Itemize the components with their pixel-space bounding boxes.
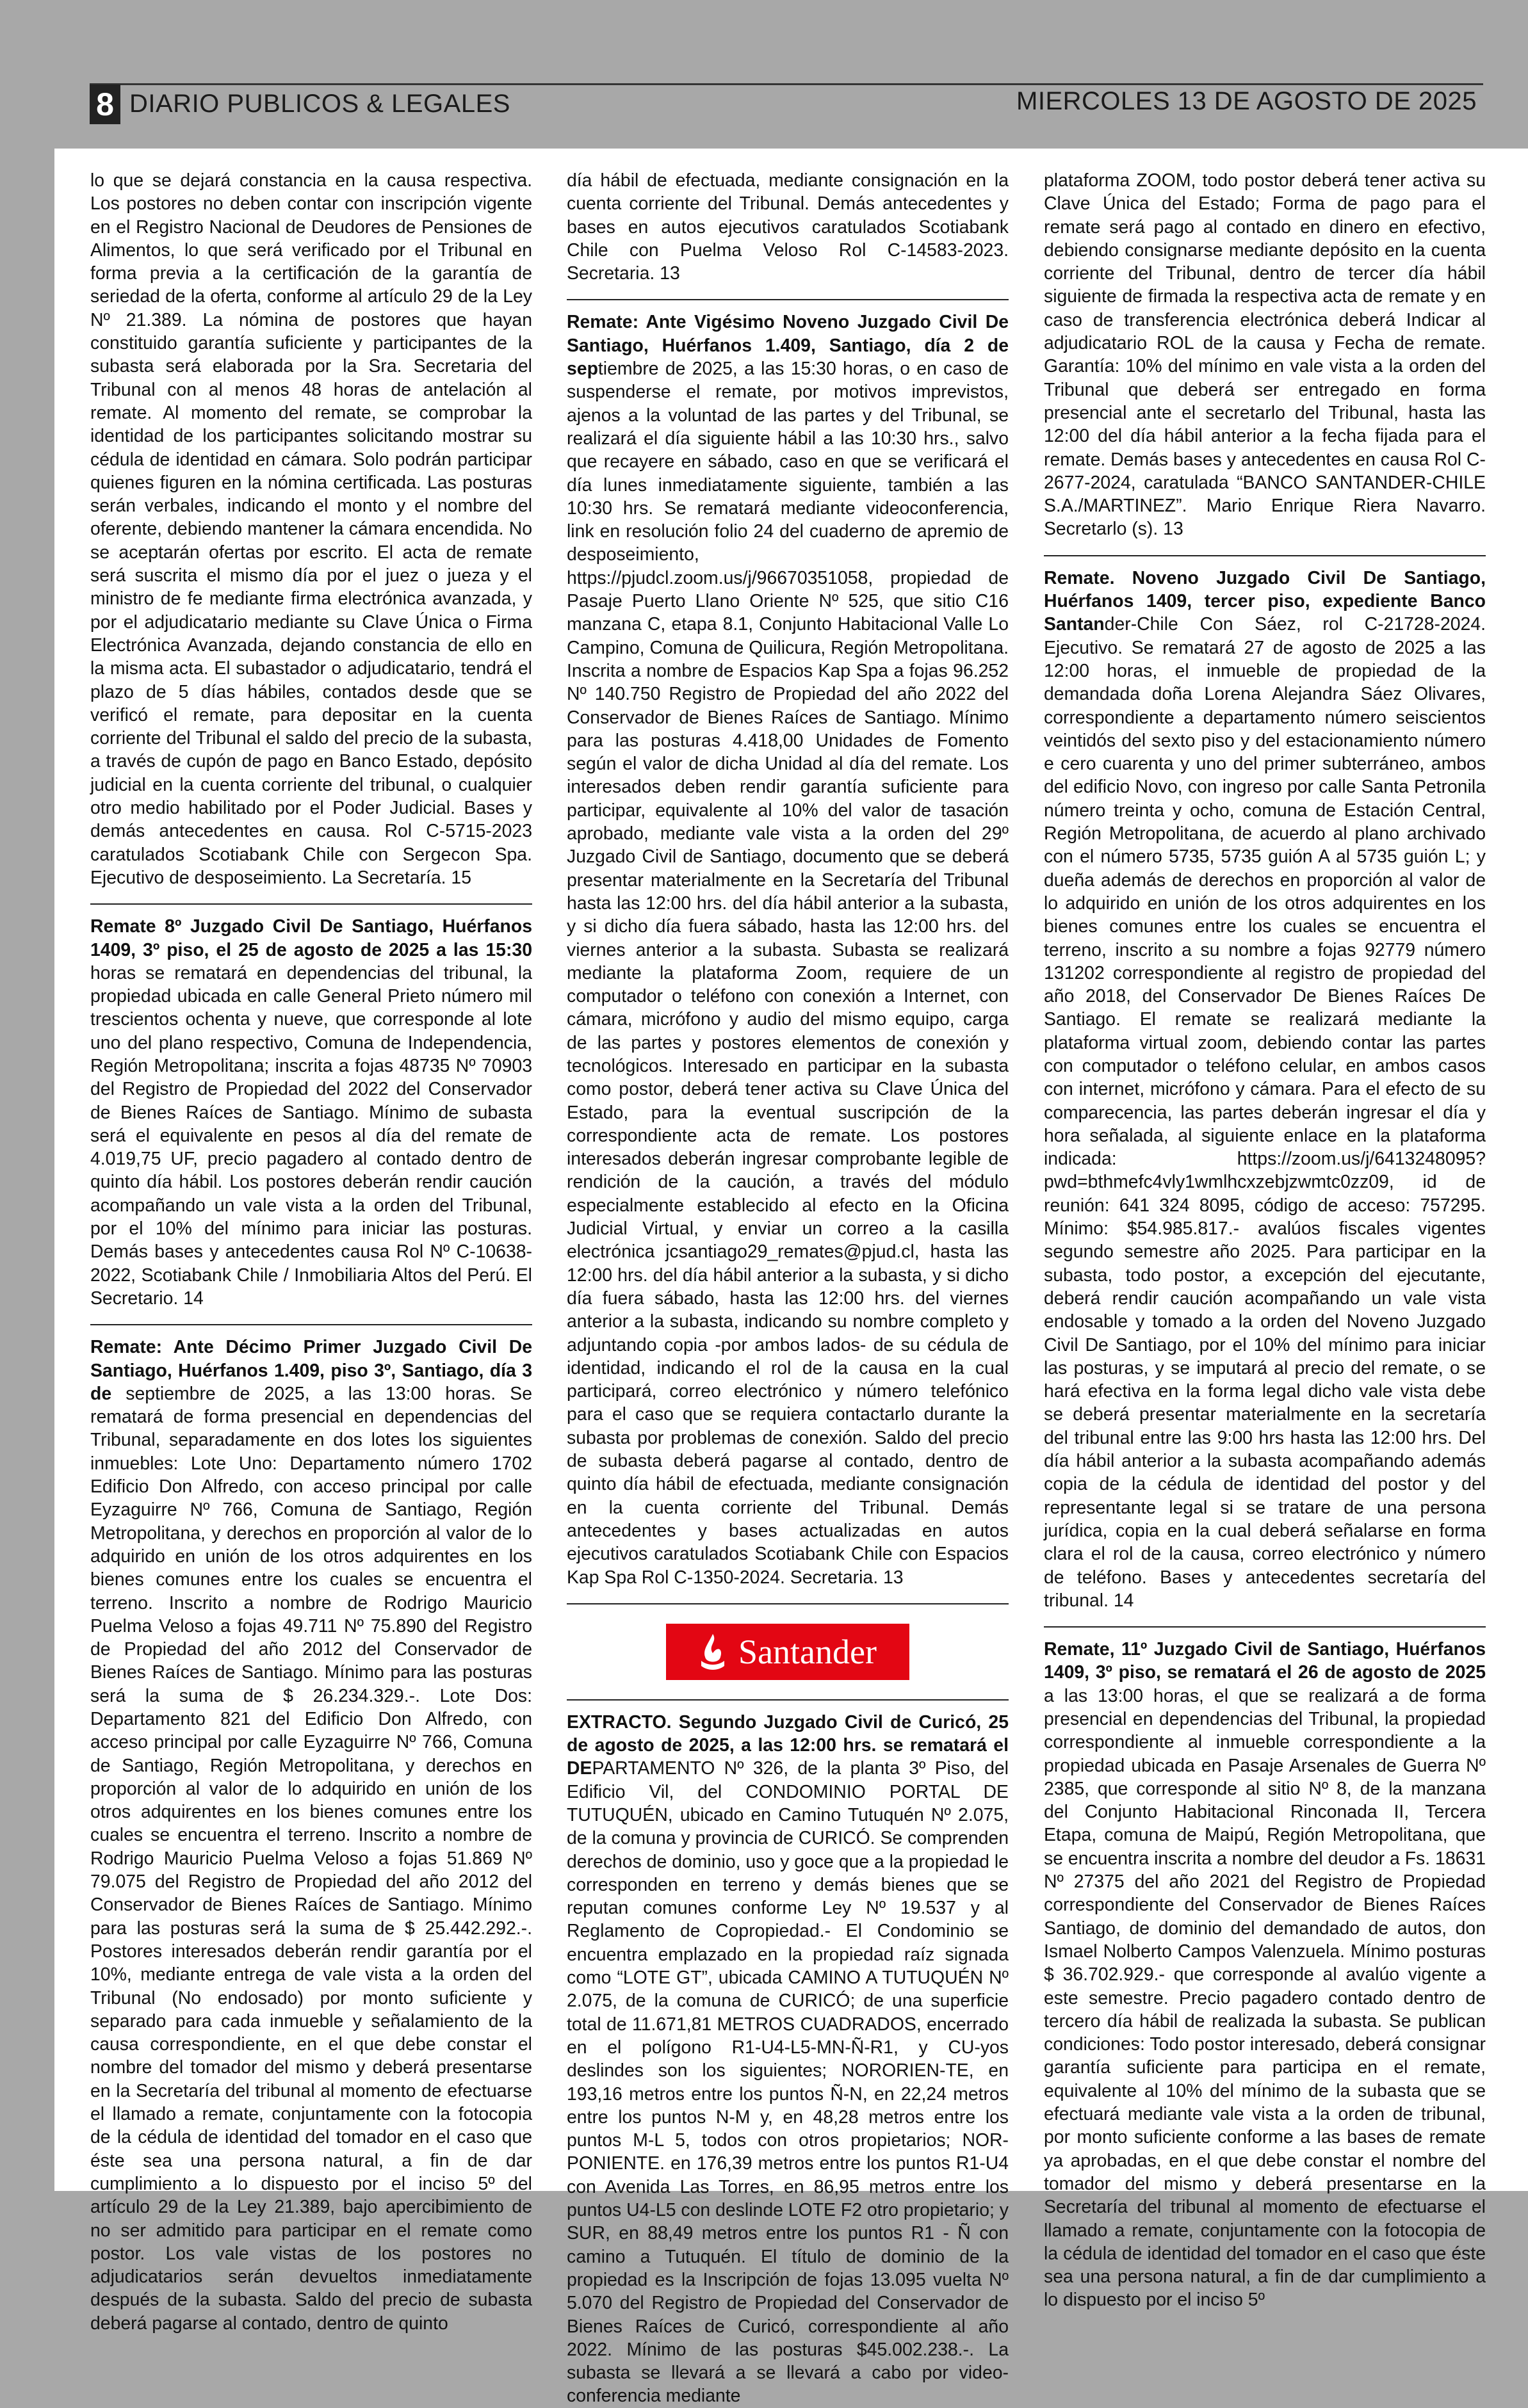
notice-body: tiembre de 2025, a las 15:30 horas, o en caso de suspenderse el remate, por motivos imprevistos, ajenos a la voluntad de las partes y del Tribunal, se realizará el día siguiente hábil a las 10:30 hrs., salvo que recayere en sábado, caso en que se verificará el día lunes inmediatamente siguiente, también a las 10:30 hrs. Se rematará mediante videoconferencia, link en resolución folio 24 del cuaderno de apremio de desposeimiento, https://pjudcl.zoom.us/j/96670351058, propiedad de Pasaje Puerto Llano Oriente Nº 525, que sitio C16 manzana C, etapa 8.1, Conjunto Habitacional Valle Lo Campino, Comuna de Quilicura, Región Metropolitana. Inscrita a nombre de Espacios Kap Spa a fojas 96.252 Nº 140.750 Registro de Propiedad del año 2022 del Conservador de Bienes Raíces de Santiago. Mínimo para las posturas 4.418,00 Unidades de Fomento según el valor de dicha Unidad al día del remate. Los interesados deben rendir garantía suficiente para participar, equivalente al 10% del valor de tasación aprobado, mediante vale vista a la orden del 29º Juzgado Civil de Santiago, documento que se deberá presentar materialmente en la Secretaría del Tribunal hasta las 12:00 hrs. del día hábil anterior a la subasta, y si dicho día fuera sábado, hasta las 12:00 hrs. del viernes anterior a la subasta. Subasta se realizará mediante la plataforma Zoom, requiere de un computador o teléfono con conexión a Internet, con cámara, micrófono y audio del mismo equipo, carga de las partes y postores elementos de conexión y tecnológicos. Interesado en participar en la subasta como postor, deberá tener activa su Clave Única del Estado, para la eventual suscripción de la correspondiente acta de remate. Los postores interesados deberán ingresar comprobante legible de rendición de la caución, a través del módulo especialmente establecido al efecto en la Oficina Judicial Virtual, y enviar un correo a la casilla electrónica jcsantiago29_remates@pjud.cl, hasta las 12:00 hrs. del día hábil anterior a la subasta, y si dicho día fuera sábado, hasta las 12:00 hrs. del viernes anterior a la subasta, indicando su nombre completo y adjuntando copia -por ambos lados- de su cédula de identidad, indicando el rol de la causa en la cual participará, correo electrónico y número telefónico para el caso que se requiera contactarlo durante la subasta por problemas de conexión. Saldo del precio de subasta deberá pagarse al contado, dentro de quinto día hábil de efectuada, mediante consignación en la cuenta corriente del Tribunal. Demás antecedentes y bases actualizadas en autos ejecutivos caratulados Scotiabank Chile con Espacios Kap Spa Rol C-1350-2024. Secretaria. 13	[567, 359, 1009, 1588]
notice-body: día hábil de efectuada, mediante consignación en la cuenta corriente del Tribunal. Demás antecedentes y bases en autos ejecutivos caratulados Scotiabank Chile con Puelma Veloso Rol C-14583-2023. Secretaria. 13	[567, 170, 1009, 284]
notice-separator	[90, 1324, 532, 1325]
publication-name: DIARIO PUBLICOS & LEGALES	[129, 90, 510, 118]
notice	[90, 1336, 532, 2335]
notice-body: septiembre de 2025, a las 13:00 horas. Se rematará de forma presencial en dependencias del Tribunal, separadamente en dos lotes los siguientes inmuebles: Lote Uno: Departamento número 1702 Edificio Don Alfredo, con acceso principal por calle Eyzaguirre Nº 766, Comuna de Santiago, Región Metropolitana, y derechos en proporción al valor de lo adquirido en unión de los otros adquirentes en los bienes comunes entre los cuales se encuentra el terreno. Inscrito a nombre de Rodrigo Mauricio Puelma Veloso a fojas 49.711 Nº 75.890 del Registro de Propiedad del año 2012 del Conservador de Bienes Raíces de Santiago. Mínimo para las posturas será la suma de $ 26.234.329.-. Lote Dos: Departamento 821 del Edificio Don Alfredo, con acceso principal por calle Eyzaguirre Nº 766, Comuna de Santiago, Región Metropolitana, y derechos en proporción al valor de lo adquirido en unión de los otros adquirentes en los bienes comunes entre los cuales se encuentra el terreno. Inscrito a nombre de Rodrigo Mauricio Puelma Veloso a fojas 51.869 Nº 79.075 del Registro de Propiedad del año 2012 del Conservador de Bienes Raíces de Santiago. Mínimo para las posturas será la suma de $ 25.442.292.-. Postores interesados deberán rendir garantía por el 10%, mediante entrega de vale vista a la orden del Tribunal (No endosado) por monto suficiente y separado para cada inmueble y señalamiento de la causa correspondiente, en el que debe constar el nombre del tomador del mismo y deberá presentarse en la Secretaría del tribunal al momento de efectuarse el llamado a remate, conjuntamente con la fotocopia de la cédula de identidad del tomador en el caso que éste sea una persona natural, a fin de dar cumplimiento a lo dispuesto por el inciso 5º del artículo 29 de la Ley 21.389, bajo apercibimiento de no ser admitido para participar en el remate como postor. Los vale vistas de los postores no adjudicatarios serán devueltos inmediatamente después de la subasta. Saldo del precio de subasta deberá pagarse al contado, dentro de quinto	[90, 1383, 532, 2334]
notice	[1044, 567, 1486, 1612]
notice-separator	[1044, 555, 1486, 556]
column-1	[90, 169, 532, 2335]
notice	[90, 915, 532, 1310]
notice-heading: Remate 8º Juzgado Civil De Santiago, Huérfanos 1409, 3º piso, el 25 de agosto de 2025 a las 15:30	[90, 916, 532, 960]
notice	[567, 1711, 1009, 2408]
notice-separator	[90, 903, 532, 905]
notice-separator	[567, 1603, 1009, 1604]
publication-date: MIERCOLES 13 DE AGOSTO DE 2025	[1016, 87, 1477, 115]
notice-body: PARTAMENTO Nº 326, de la planta 3º Piso, del Edificio Vil, del CONDOMINIO PORTAL DE TUTUQUÉN, ubicado en Camino Tutuquén Nº 2.075, de la comuna y provincia de CURICÓ. Se comprenden derechos de dominio, uso y goce que a la propiedad le corresponden en terreno y demás bienes que se reputan comunes conforme Ley Nº 19.537 y al Reglamento de Copropiedad.- El Condominio se encuentra emplazado en la propiedad raíz signada como “LOTE GT”, ubicada CAMINO A TUTUQUÉN Nº 2.075, de la comuna de CURICÓ; de una superficie total de 11.671,81 METROS CUADRADOS, encerrado en el polígono R1-U4-L5-MN-Ñ-R1, y CU-yos deslindes son los siguientes; NORORIEN-TE, en 193,16 metros entre los puntos Ñ-N, en 22,24 metros entre los puntos N-M y, en 48,28 metros entre los puntos M-L 5, todos con otros propietarios; NOR-PONIENTE. en 176,39 metros entre los puntos R1-U4 con Avenida Las Torres, en 86,95 metros entre los puntos U4-L5 con deslinde LOTE F2 otro propietario; y SUR, en 88,49 metros entre los puntos R1 - Ñ con camino a Tutuquén. El título de dominio de la propiedad es la Inscripción de fojas 13.095 vuelta Nº 5.070 del Registro de Propiedad del Conservador de Bienes Raíces de Curicó, correspondiente al año 2022. Mínimo de las posturas $45.002.238.-. La subasta se llevará a se llevará a cabo por video-conferencia mediante	[567, 1758, 1009, 2407]
notice-separator	[567, 1699, 1009, 1701]
notice-separator	[567, 299, 1009, 300]
notice-heading: Remate: Ante Décimo Primer Juzgado Civil De Santiago, Huérfanos 1.409, piso 3º, Santiago, día 3 de	[90, 1337, 532, 1404]
notice-body: der-Chile Con Sáez, rol C-21728-2024. Ejecutivo. Se rematará 27 de agosto de 2025 a las 12:00 horas, el inmueble de propiedad de la demandada doña Lorena Alejandra Sáez Olivares, correspondiente a departamento número seiscientos veintidós del sexto piso y del estacionamiento número e cero cuarenta y uno del primer subterráneo, ambos del edificio Novo, con ingreso por calle Santa Petronila número treinta y ocho, comuna de Estación Central, Región Metropolitana, de acuerdo al plano archivado con el número 5735, 5735 guión A al 5735 guión L; y dueña además de derechos en proporción al valor de lo adquirido en unión de los otros adquirentes en los bienes comunes entre los cuales se encuentra el terreno, inscrito a su nombre a fojas 92779 número 131202 correspondiente al registro de propiedad del año 2018, del Conservador De Bienes Raíces De Santiago. El remate se realizará mediante la plataforma virtual zoom, debiendo contar las partes con computador o teléfono celular, en ambos casos con internet, micrófono y cámara. Para el efecto de su comparecencia, las partes deberán ingresar el día y hora señalada, al siguiente enlace en la plataforma indicada: https://zoom.us/j/6413248095?pwd=bthmefc4vly1wmlhcxzebjzwmtc0zz09, id de reunión: 641 324 8095, código de acceso: 757295. Mínimo: $54.985.817.- avalúos fiscales vigentes segundo semestre año 2025. Para participar en la subasta, todo postor, a excepción del ejecutante, deberá rendir caución acompañando un vale vista endosable y tomado a la orden del Noveno Juzgado Civil De Santiago, por el 10% del mínimo para iniciar las posturas, y se imputará al precio del remate, o se hará efectiva en la forma legal dicho vale vista debe se deberá presentar materialmente en la secretaría del tribunal entre las 9:00 hrs hasta las 12:00 hrs. Del día hábil anterior a la subasta acompañando además copia de la cédula de identidad del postor y del representante legal si se tratare de una persona jurídica, copia en la cual deberá señalarse en forma clara el rol de la causa, correo electrónico y número de teléfono. Bases y antecedentes secretaría del tribunal. 14	[1044, 614, 1486, 1611]
column-2	[567, 169, 1009, 2408]
column-3	[1044, 169, 1486, 2312]
notice	[567, 311, 1009, 1588]
notice-body: lo que se dejará constancia en la causa respectiva. Los postores no deben contar con inscripción vigente en el Registro Nacional de Deudores de Pensiones de Alimentos, lo que será verificado por el Tribunal en forma previa a la certificación de la garantía de seriedad de la oferta, conforme al artículo 29 de la Ley Nº 21.389. La nómina de postores que hayan constituido garantía suficiente y participantes de la subasta será elaborada por la Sra. Secretaria del Tribunal con al menos 48 horas de antelación al remate. Al momento del remate, se comprobar la identidad de los participantes solicitando mostrar su cédula de identidad en cámara. Solo podrán participar quienes figuren en la nómina certificada. Las posturas serán verbales, indicando el monto y el nombre del oferente, debiendo mantener la cámara encendida. No se aceptarán ofertas por escrito. El acta de remate será suscrita el mismo día por el juez o jueza y el ministro de fe mediante firma electrónica avanzada, y por el adjudicatario mediante su Clave Única o Firma Electrónica Avanzada, dejando constancia de ello en la misma acta. El subastador o adjudicatario, tendrá el plazo de 5 días hábiles, contados desde que se verificó el remate, para depositar en la cuenta corriente del Tribunal el saldo del precio de la subasta, a través de cupón de pago en Banco Estado, depósito judicial en la cuenta corriente del tribunal, o cualquier otro medio habilitado por el Poder Judicial. Bases y demás antecedentes en causa. Rol C-5715-2023 caratulados Scotiabank Chile con Sergecon Spa. Ejecutivo de desposeimiento. La Secretaría. 15	[90, 170, 532, 888]
notice	[90, 169, 532, 889]
notice-body: horas se rematará en dependencias del tribunal, la propiedad ubicada en calle General Prieto número mil trescientos ochenta y nueve, que corresponde al lote uno del plano respectivo, Comuna de Independencia, Región Metropolitana; inscrita a fojas 48735 Nº 70903 del Registro de Propiedad del 2022 del Conservador de Bienes Raíces de Santiago. Mínimo de subasta será el equivalente en pesos al día del remate de 4.019,75 UF, precio pagadero al contado dentro de quinto día hábil. Los postores deberán rendir caución acompañando un vale vista a la orden del Tribunal, por el 10% del mínimo para iniciar las posturas. Demás bases y antecedentes causa Rol Nº C-10638-2022, Scotiabank Chile / Inmobiliaria Altos del Perú. El Secretario. 14	[90, 962, 532, 1309]
santander-flame-icon	[699, 1633, 727, 1671]
notice-separator	[1044, 1626, 1486, 1628]
notice-heading: Remate, 11º Juzgado Civil de Santiago, Huérfanos 1409, 3º piso, se rematará el 26 de agosto de 2025	[1044, 1639, 1486, 1683]
notice-body: plataforma ZOOM, todo postor deberá tener activa su Clave Única del Estado; Forma de pago para el remate será pago al contado en dinero en efectivo, debiendo consignarse mediante depósito en la cuenta corriente del Tribunal, dentro de tercer día hábil siguiente de firmada la respectiva acta de remate y en caso de transferencia electrónica deberá Indicar al adjudicatario ROL de la causa y Fecha de remate. Garantía: 10% del mínimo en vale vista a la orden del Tribunal que deberá ser entregado en forma presencial ante el secretarlo del Tribunal, hasta las 12:00 del día hábil anterior a la fecha fijada para el remate. Demás bases y antecedentes en causa Rol C-2677-2024, caratulada “BANCO SANTANDER-CHILE S.A./MARTINEZ”. Mario Enrique Riera Navarro. Secretarlo (s). 13	[1044, 170, 1486, 540]
notice-heading: Remate: Ante Vigésimo Noveno Juzgado Civil De Santiago, Huérfanos 1.409, Santiago, día 2 de sep	[567, 312, 1009, 380]
santander-logo-text: Santander	[738, 1632, 877, 1671]
notice-body: a las 13:00 horas, el que se realizará a de forma presencial en dependencias del Tribunal, la propiedad correspondiente al inmueble correspondiente a la propiedad ubicada en Pasaje Arsenales de Guerra Nº 2385, que corresponde al sitio Nº 8, de la manzana del Conjunto Habitacional Rinconada II, Tercera Etapa, comuna de Maipú, Región Metropolitana, que se encuentra inscrita a nombre del deudor a Fs. 18631 Nº 27375 del año 2021 del Registro de Propiedad correspondiente del Conservador de Bienes Raíces Santiago, de dominio del demandado de autos, don Ismael Nolberto Campos Valenzuela. Mínimo posturas $ 36.702.929.- que corresponde al avalúo vigente a este semestre. Precio pagadero contado dentro de tercero día hábil de realizada la subasta. Se publican condiciones: Todo postor interesado, deberá consignar garantía suficiente para participa en el remate, equivalente al 10% del mínimo de la subasta que se efectuará mediante vale vista a la orden de tribunal, por monto suficiente conforme a las bases de remate ya aprobadas, en el que debe constar el nombre del tomador del mismo y deberá presentarse en la Secretaría del tribunal al momento de efectuarse el llamado a remate, conjuntamente con la fotocopia de la cédula de identidad del tomador en el caso que éste sea una persona natural, a fin de dar cumplimiento a lo dispuesto por el inciso 5º	[1044, 1685, 1486, 2311]
notice-heading: EXTRACTO. Segundo Juzgado Civil de Curicó, 25 de agosto de 2025, a las 12:00 hrs. se rematará el DE	[567, 1711, 1009, 1779]
page-sheet	[54, 149, 1528, 2407]
santander-logo	[666, 1624, 909, 1680]
page-number: 8	[90, 85, 120, 124]
notice	[1044, 1638, 1486, 2312]
notice	[567, 169, 1009, 285]
notice-heading: Remate. Noveno Juzgado Civil De Santiago, Huérfanos 1409, tercer piso, expediente Banco Santan	[1044, 567, 1486, 635]
page-header	[90, 81, 1483, 122]
notice	[1044, 169, 1486, 541]
